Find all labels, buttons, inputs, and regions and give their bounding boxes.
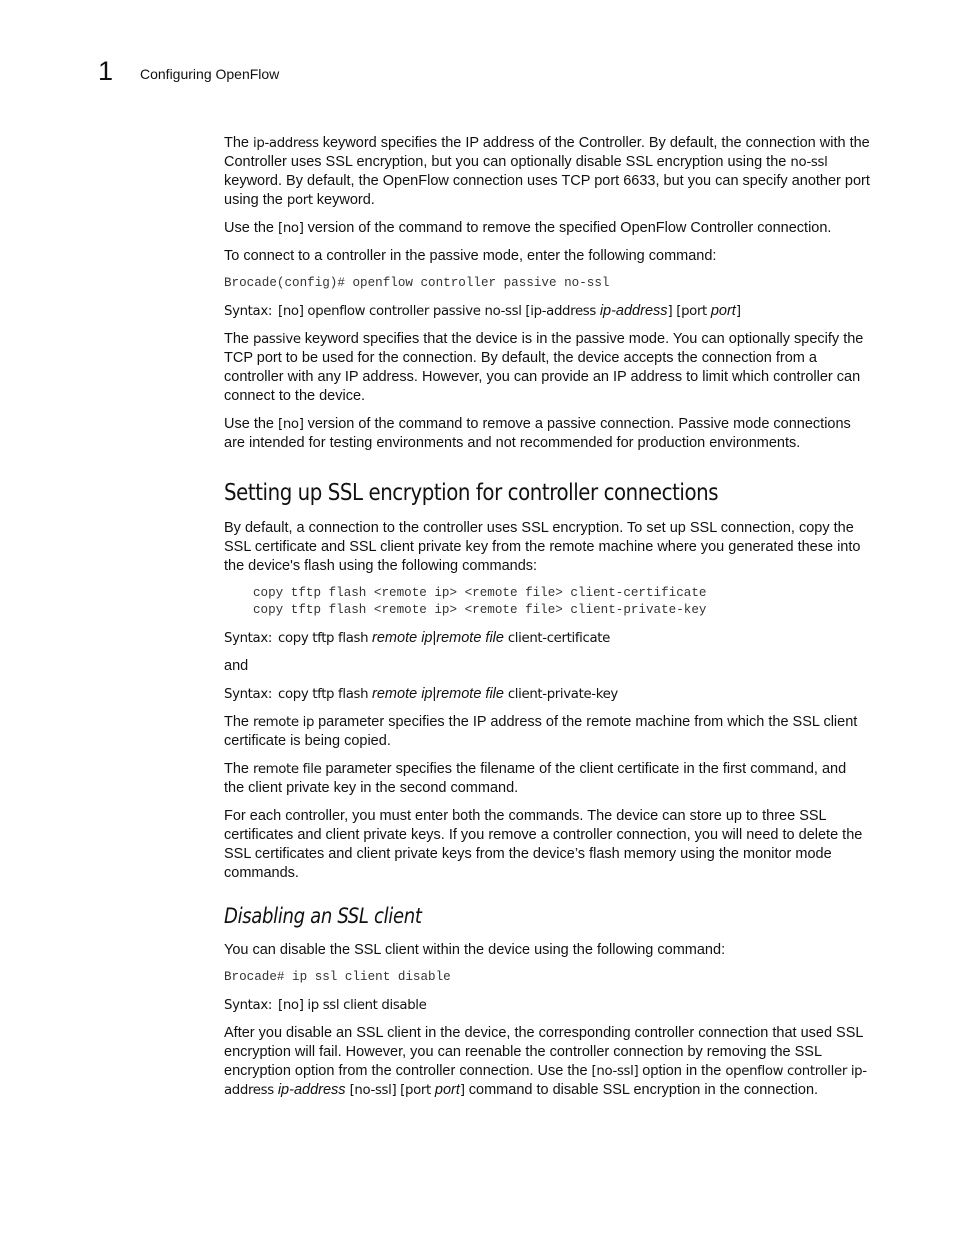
code-disable-command: Brocade# ip ssl client disable (224, 970, 451, 984)
paragraph-remote-file: The remote file parameter specifies the filename of the client certificate in the first command, and the client private key in the second command. (224, 761, 847, 796)
syntax-passive: Syntax: [no] openflow controller passive no-ssl [ip-address ip-address] [port port] (224, 303, 741, 319)
section-heading-ssl: Setting up SSL encryption for controller connections (224, 480, 719, 506)
paragraph-disable-intro: You can disable the SSL client within the device using the following command: (224, 942, 726, 958)
chapter-title: Configuring OpenFlow (140, 66, 280, 82)
paragraph-and: and (224, 658, 249, 674)
code-copy-commands: copy tftp flash <remote ip> <remote file> client-certificate copy tftp flash <remote ip> <remote file> client-private-key (253, 586, 707, 617)
paragraph-ip-address: The ip-address keyword specifies the IP address of the Controller. By default, the connection with the Controller uses SSL encryption, but you can optionally disable SSL encryption using the no-ssl keyword. By default, the OpenFlow connection uses TCP port 6633, but you can specify another port using the port keyword. (224, 135, 870, 208)
paragraph-passive-keyword: The passive keyword specifies that the device is in the passive mode. You can optionally specify the TCP port to be used for the connection. By default, the device accepts the connection from a controller with any IP address. However, you can provide an IP address to limit which controller can connect to the device. (224, 331, 864, 404)
paragraph-each-controller: For each controller, you must enter both the commands. The device can store up to three SSL certificates and client private keys. If you remove a controller connection, you will need to delete the SSL certificates and client private keys from the device’s flash memory using the monitor mode commands. (224, 808, 863, 881)
paragraph-remove-passive: Use the [no] version of the command to remove a passive connection. Passive mode connections are intended for testing environments and not recommended for production environments. (224, 416, 851, 451)
paragraph-after-disable: After you disable an SSL client in the device, the corresponding controller connection that used SSL encryption will fail. However, you can reenable the controller connection by removing the SSL encryption option from the controller connection. Use the [no-ssl] option in the openflow controller ip-address ip-address [no-ssl] [port port] command to disable SSL encryption in the connection. (224, 1025, 867, 1098)
paragraph-no-version: Use the [no] version of the command to remove the specified OpenFlow Controller connection. (224, 220, 832, 236)
syntax-disable: Syntax: [no] ip ssl client disable (224, 998, 427, 1013)
paragraph-remote-ip: The remote ip parameter specifies the IP address of the remote machine from which the SSL client certificate is being copied. (224, 714, 858, 749)
paragraph-ssl-intro: By default, a connection to the controller uses SSL encryption. To set up SSL connection, copy the SSL certificate and SSL client private key from the remote machine where you generated these into the device's flash using the following commands: (224, 520, 861, 574)
subsection-heading-disable-ssl: Disabling an SSL client (224, 904, 422, 928)
paragraph-passive-intro: To connect to a controller in the passive mode, enter the following command: (224, 248, 717, 264)
syntax-client-private-key: Syntax: copy tftp flash remote ip|remote file client-private-key (224, 686, 618, 702)
chapter-number: 1 (98, 56, 114, 86)
code-passive-command: Brocade(config)# openflow controller passive no-ssl (224, 276, 610, 290)
page-body (224, 134, 870, 1109)
syntax-client-certificate: Syntax: copy tftp flash remote ip|remote file client-certificate (224, 630, 610, 646)
